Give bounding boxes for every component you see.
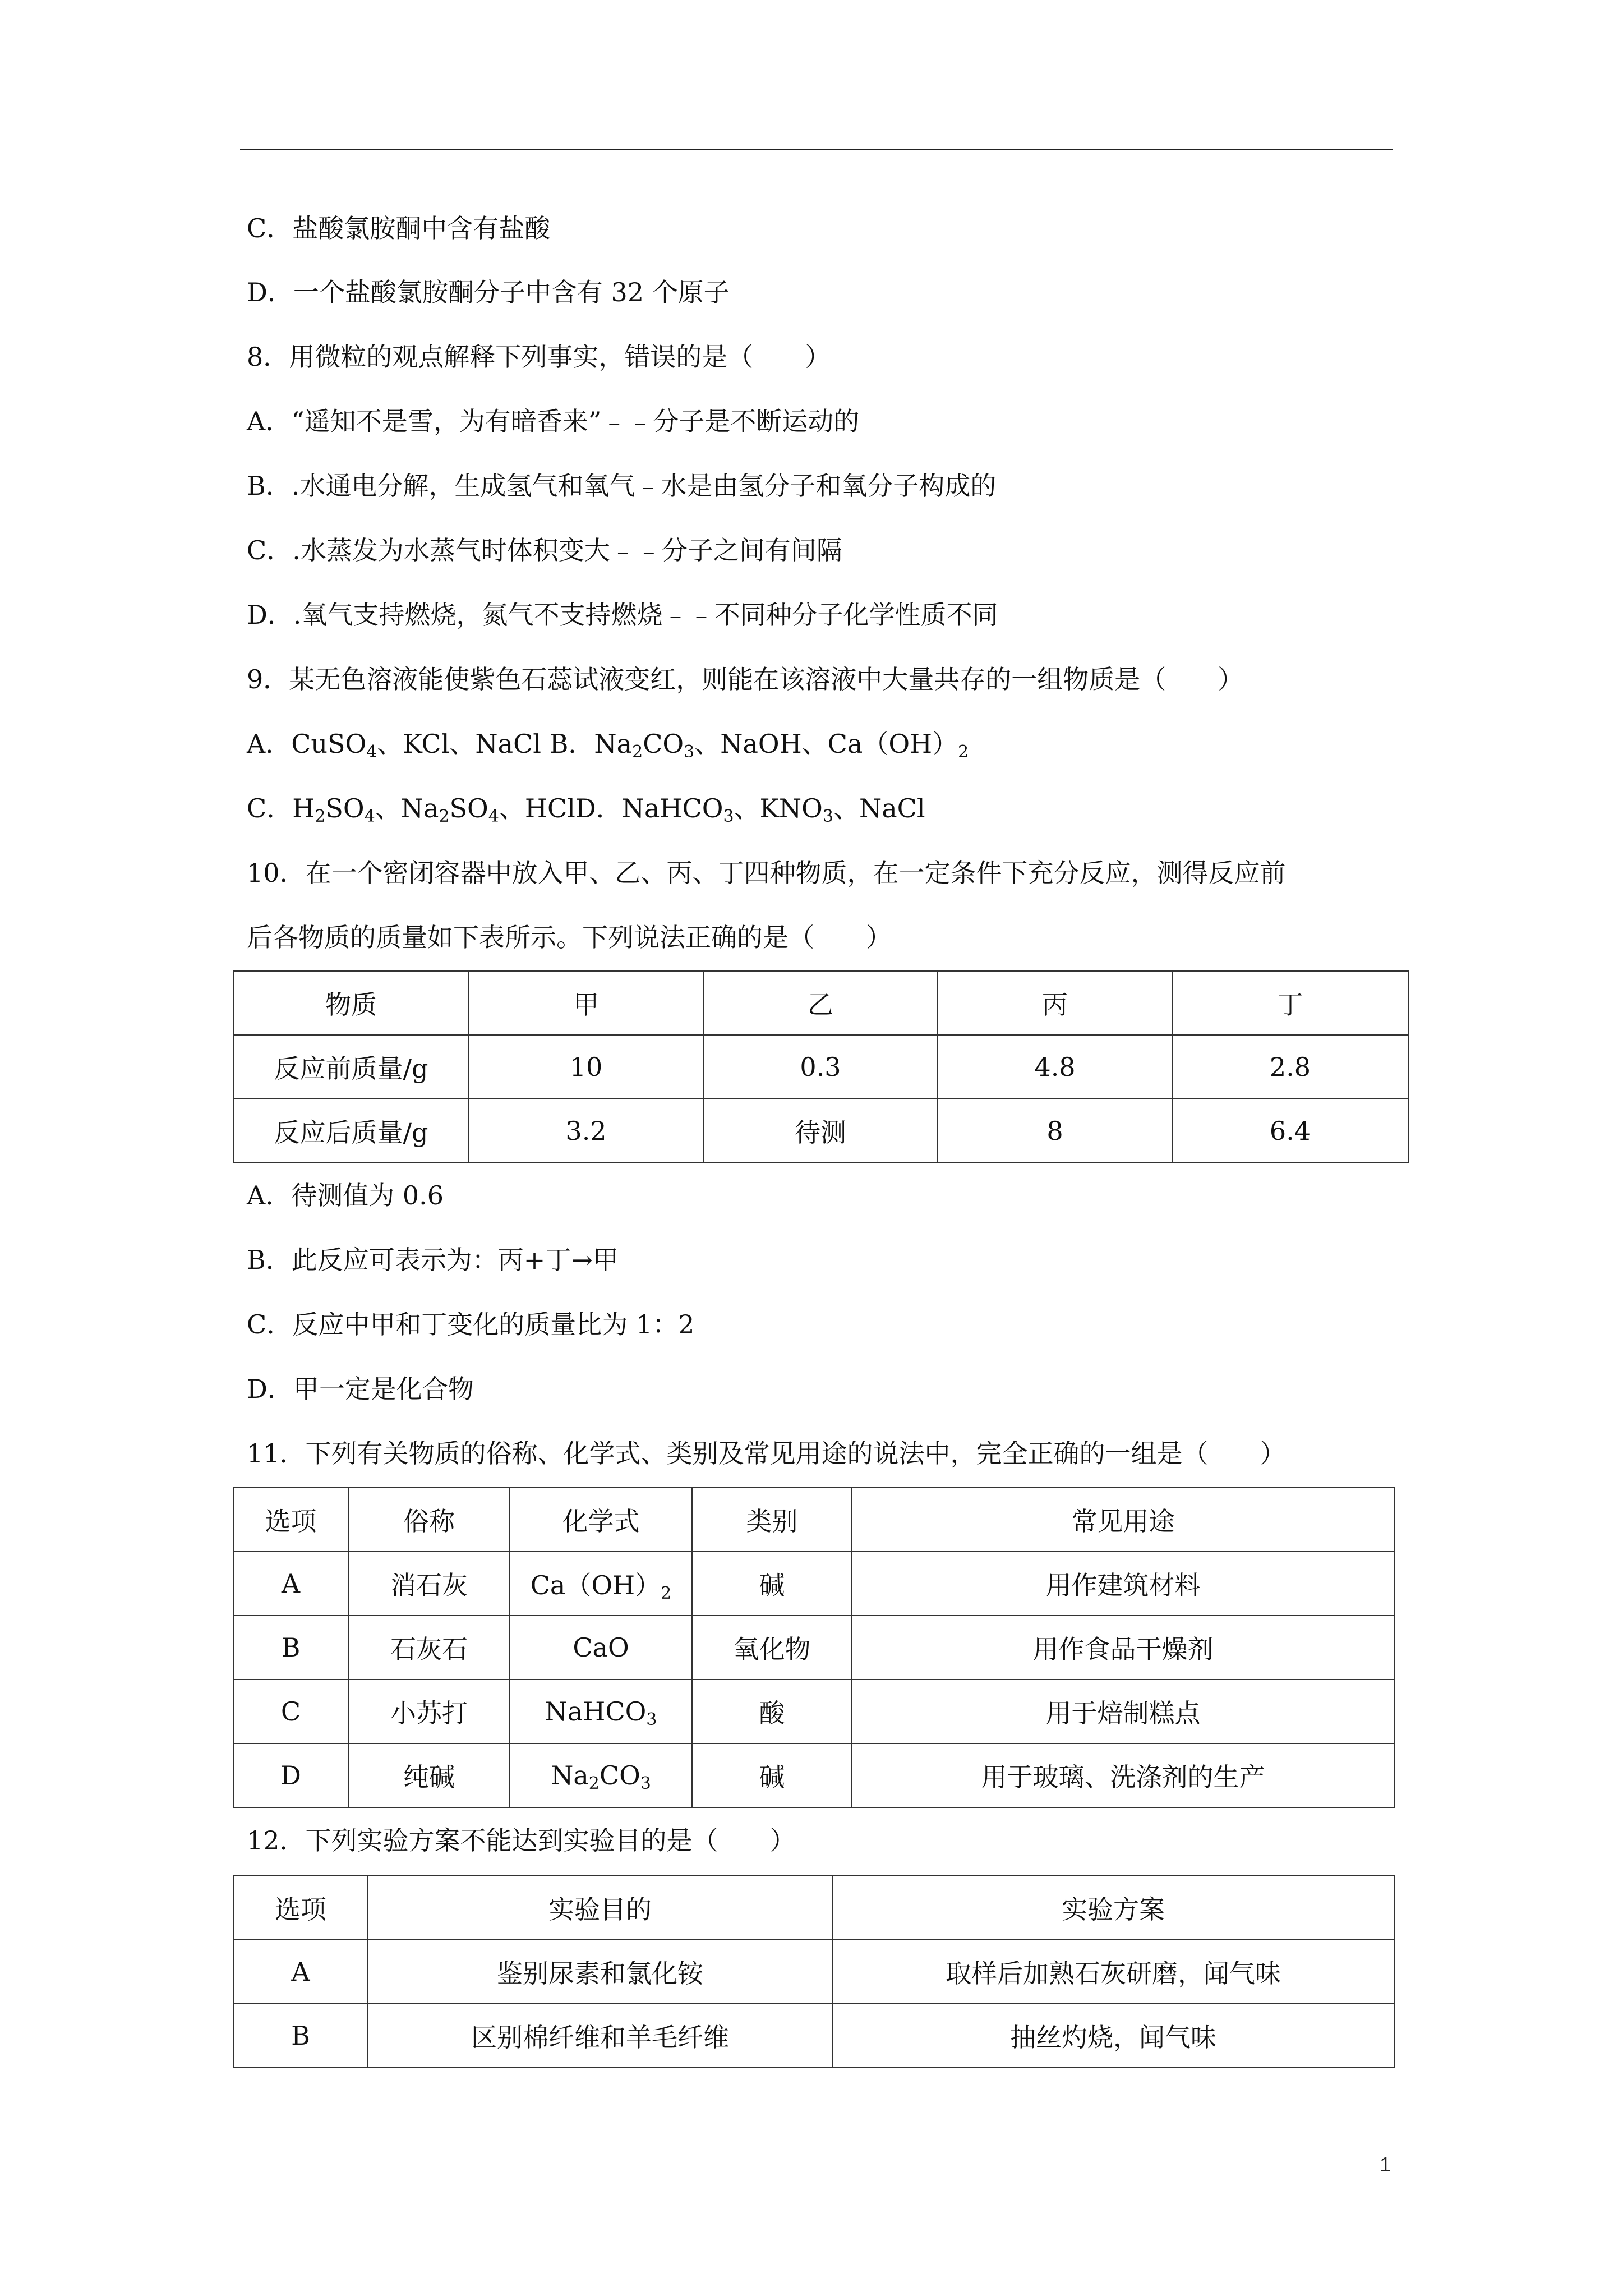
- table-cell: 纯碱: [348, 1743, 510, 1807]
- table-cell: 用作食品干燥剂: [852, 1616, 1394, 1680]
- q12-stem: 12．下列实验方案不能达到实验目的是（ ）: [247, 1825, 796, 1856]
- q10-option-c: C．反应中甲和丁变化的质量比为 1：2: [247, 1309, 695, 1340]
- table-cell: 丙: [938, 971, 1172, 1035]
- table-cell: D: [233, 1743, 348, 1807]
- q8-option-b: B．.水通电分解，生成氢气和氧气﹣水是由氢分子和氧分子构成的: [247, 471, 997, 501]
- table-header-cell: 实验目的: [368, 1876, 832, 1940]
- q7-option-d: D．一个盐酸氯胺酮分子中含有 32 个原子: [247, 277, 730, 307]
- q10-option-a: A．待测值为 0.6: [247, 1180, 444, 1211]
- table-cell: 氧化物: [692, 1616, 852, 1680]
- header-rule: [240, 149, 1393, 150]
- table-cell: 6.4: [1172, 1099, 1408, 1163]
- table-header-cell: 选项: [233, 1876, 368, 1940]
- table-cell: 反应后质量/g: [233, 1099, 469, 1163]
- table-row: [233, 971, 1408, 1035]
- table-cell: 石灰石: [348, 1616, 510, 1680]
- table-cell: 乙: [703, 971, 938, 1035]
- table-cell: $Ca(OH)_2$: [510, 1552, 692, 1616]
- q8-option-c: C．.水蒸发为水蒸气时体积变大﹣﹣分子之间有间隔: [247, 535, 842, 565]
- q10-stem-line2: 后各物质的质量如下表所示。下列说法正确的是（ ）: [247, 922, 892, 953]
- table-cell: 丁: [1172, 971, 1408, 1035]
- table-cell: 酸: [692, 1680, 852, 1743]
- table-cell: 消石灰: [348, 1552, 510, 1616]
- q10-mass-table: [233, 970, 1409, 1163]
- table-cell: 区别棉纤维和羊毛纤维: [368, 2004, 832, 2068]
- table-header-cell: 俗称: [348, 1488, 510, 1552]
- table-cell: B: [233, 2004, 368, 2068]
- table-header-cell: 实验方案: [832, 1876, 1394, 1940]
- table-row: [233, 1616, 1394, 1680]
- table-row: [233, 1876, 1394, 1940]
- q11-stem: 11．下列有关物质的俗称、化学式、类别及常见用途的说法中，完全正确的一组是（ ）: [247, 1438, 1286, 1469]
- table-row: [233, 1035, 1408, 1099]
- table-header-cell: 化学式: [510, 1488, 692, 1552]
- table-cell: 0.3: [703, 1035, 938, 1099]
- table-cell: C: [233, 1680, 348, 1743]
- table-header-cell: 选项: [233, 1488, 348, 1552]
- table-cell: 碱: [692, 1552, 852, 1616]
- table-cell: 鉴别尿素和氯化铵: [368, 1940, 832, 2004]
- table-cell: A: [233, 1940, 368, 2004]
- table-row: [233, 1680, 1394, 1743]
- table-cell: 反应前质量/g: [233, 1035, 469, 1099]
- table-cell: 待测: [703, 1099, 938, 1163]
- table-row: [233, 2004, 1394, 2068]
- table-cell: NaHCO$_3$: [510, 1680, 692, 1743]
- table-cell: 用于焙制糕点: [852, 1680, 1394, 1743]
- table-cell: 用作建筑材料: [852, 1552, 1394, 1616]
- q9-options-cd: C．$H_2SO_4$、$Na_2SO_4$、HClD．NaHCO$_3$、$KNO_3$、NaCl: [247, 793, 925, 826]
- q11-substance-table: [233, 1487, 1395, 1808]
- table-row: [233, 1099, 1408, 1163]
- table-cell: 取样后加熟石灰研磨，闻气味: [832, 1940, 1394, 2004]
- table-cell: 2.8: [1172, 1035, 1408, 1099]
- table-cell: CaO: [510, 1616, 692, 1680]
- table-cell: 碱: [692, 1743, 852, 1807]
- table-cell: 3.2: [469, 1099, 703, 1163]
- table-cell: B: [233, 1616, 348, 1680]
- table-header-cell: 类别: [692, 1488, 852, 1552]
- table-cell: 8: [938, 1099, 1172, 1163]
- table-cell: 物质: [233, 971, 469, 1035]
- q7-option-c: C．盐酸氯胺酮中含有盐酸: [247, 213, 551, 243]
- table-cell: A: [233, 1552, 348, 1616]
- q10-option-b: B．此反应可表示为：丙+丁→甲: [247, 1245, 619, 1275]
- table-cell: 10: [469, 1035, 703, 1099]
- table-row: [233, 1552, 1394, 1616]
- table-cell: 小苏打: [348, 1680, 510, 1743]
- table-cell: $Na_2CO_3$: [510, 1743, 692, 1807]
- page-number: 1: [1379, 2153, 1391, 2176]
- table-row: [233, 1488, 1394, 1552]
- table-cell: 用于玻璃、洗涤剂的生产: [852, 1743, 1394, 1807]
- q8-stem: 8．用微粒的观点解释下列事实，错误的是（ ）: [247, 342, 831, 372]
- table-header-cell: 常见用途: [852, 1488, 1394, 1552]
- q10-option-d: D．甲一定是化合物: [247, 1374, 474, 1404]
- q8-option-d: D．.氧气支持燃烧，氮气不支持燃烧﹣﹣不同种分子化学性质不同: [247, 600, 998, 630]
- q12-experiment-table: [233, 1875, 1395, 2068]
- table-cell: 4.8: [938, 1035, 1172, 1099]
- table-row: [233, 1940, 1394, 2004]
- table-cell: 抽丝灼烧，闻气味: [832, 2004, 1394, 2068]
- q9-options-ab: A．CuSO$_4$、KCl、NaCl B．$Na_2CO_3$、NaOH、$Ca(OH)_2$: [247, 729, 969, 762]
- q9-stem: 9．某无色溶液能使紫色石蕊试液变红，则能在该溶液中大量共存的一组物质是（ ）: [247, 664, 1244, 694]
- q8-option-a: A．“遥知不是雪，为有暗香来”﹣﹣分子是不断运动的: [247, 406, 860, 436]
- q10-stem-line1: 10．在一个密闭容器中放入甲、乙、丙、丁四种物质，在一定条件下充分反应，测得反应前: [247, 858, 1286, 888]
- table-cell: 甲: [469, 971, 703, 1035]
- table-row: [233, 1743, 1394, 1807]
